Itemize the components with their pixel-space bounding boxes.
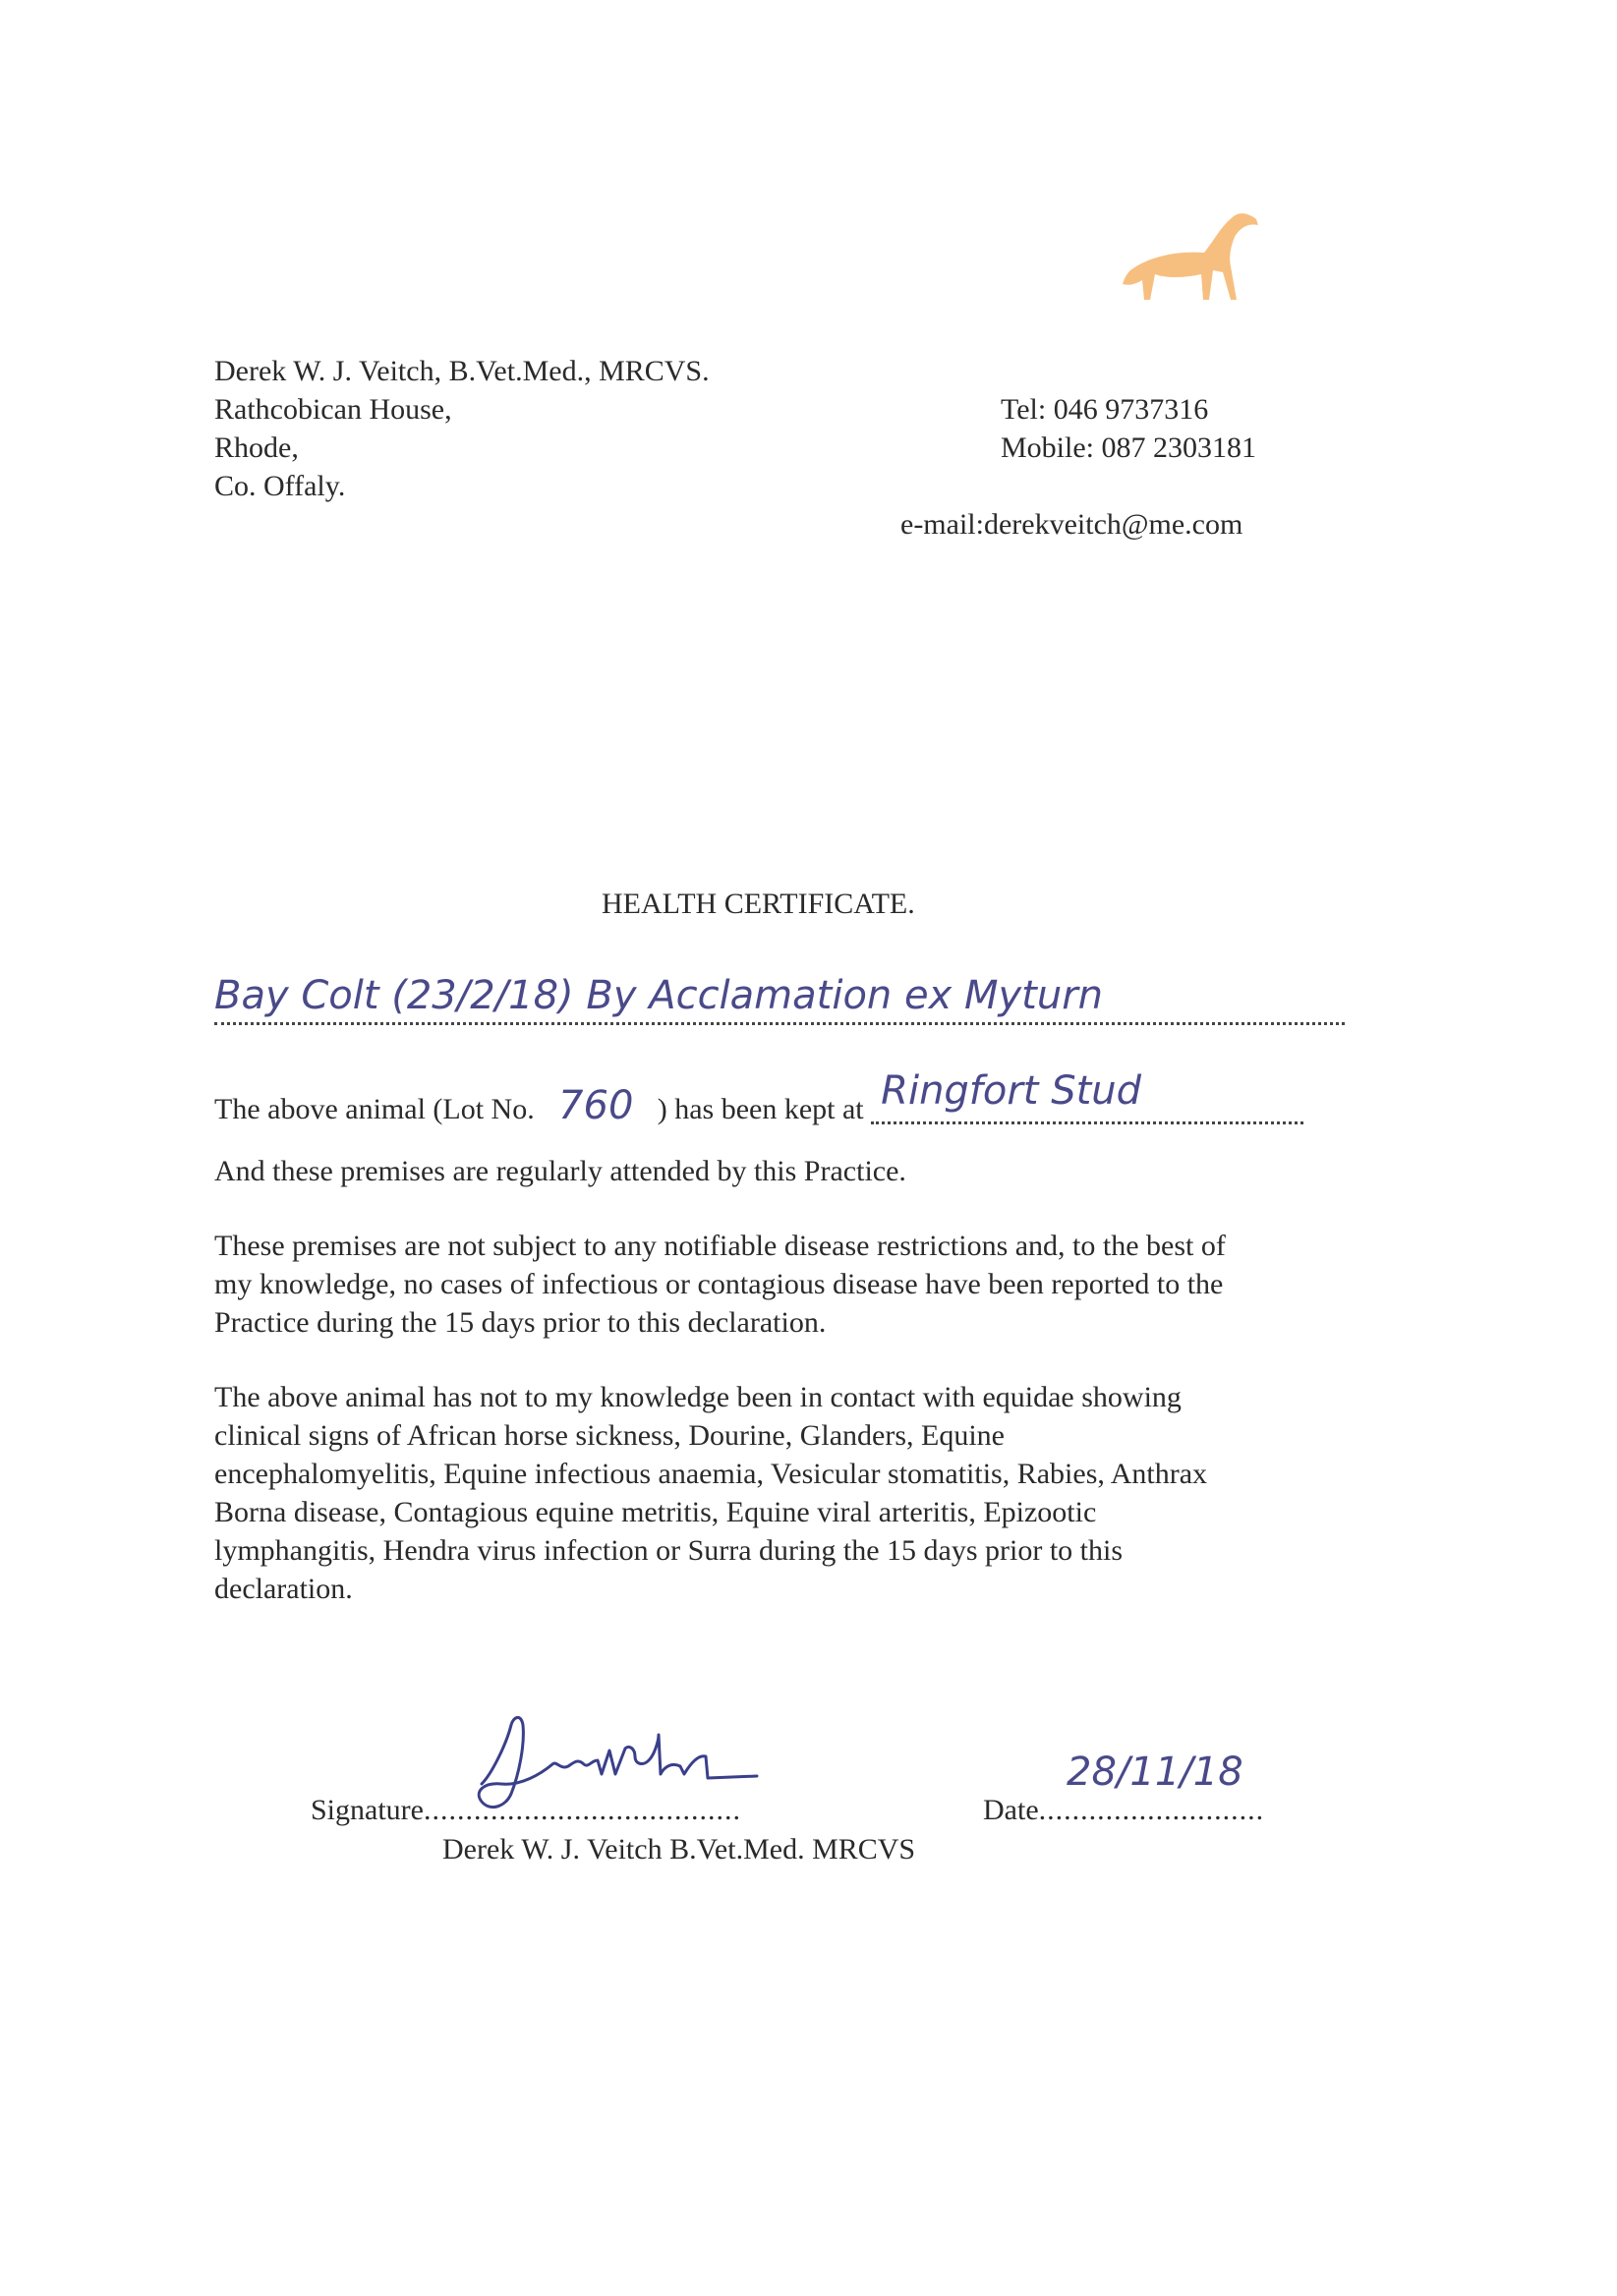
horse-logo-icon [1111,201,1268,310]
kept-prefix: The above animal (Lot No. [214,1093,535,1125]
paragraph-line: Practice during the 15 days prior to this declaration. [214,1306,827,1339]
paragraph-contact-declaration [214,1378,1364,1608]
date-dots: ........................... [1038,1794,1265,1826]
date-line [983,1791,1264,1829]
paragraph-line: clinical signs of African horse sickness, Dourine, Glanders, Equine [214,1419,1005,1452]
signature-label: Signature [311,1794,424,1826]
paragraph-disease-restrictions [214,1227,1364,1342]
certificate-title: HEALTH CERTIFICATE. [602,888,915,920]
paragraph-line: The above animal has not to my knowledge been in contact with equidae showing [214,1381,1182,1413]
mobile-number: Mobile: 087 2303181 [1001,431,1256,464]
attended-line: And these premises are regularly attended by this Practice. [214,1155,906,1187]
address-line: Rathcobican House, [214,393,452,426]
letterhead-address [214,352,710,505]
signature-dots: ...................................... [423,1794,741,1826]
signature-line [311,1791,741,1829]
date-label: Date [983,1794,1039,1826]
address-line: Rhode, [214,431,299,464]
paragraph-line: encephalomyelitis, Equine infectious anaemia, Vesicular stomatitis, Rabies, Anthrax [214,1458,1208,1490]
signer-name: Derek W. J. Veitch B.Vet.Med. MRCVS [442,1833,916,1866]
email-address: e-mail:derekveitch@me.com [900,508,1243,541]
paragraph-line: lymphangitis, Hendra virus infection or Surra during the 15 days prior to this [214,1534,1124,1567]
paragraph-line: my knowledge, no cases of infectious or contagious disease have been reported to the [214,1268,1224,1300]
lot-number-handwritten: 760 [558,1083,634,1128]
address-line: Co. Offaly. [214,470,346,502]
paragraph-line: These premises are not subject to any notifiable disease restrictions and, to the best of [214,1230,1226,1262]
animal-description-handwritten: Bay Colt (23/2/18) By Acclamation ex Myturn [214,973,1104,1018]
address-line: Derek W. J. Veitch, B.Vet.Med., MRCVS. [214,355,710,387]
date-handwritten: 28/11/18 [1067,1750,1243,1795]
paragraph-line: Borna disease, Contagious equine metritis, Equine viral arteritis, Epizootic [214,1496,1097,1528]
animal-description-line [214,973,1345,1025]
kept-at-line [214,1068,1345,1128]
paragraph-line: declaration. [214,1573,353,1605]
tel-number: Tel: 046 9737316 [1001,393,1209,426]
premises-handwritten: Ringfort Stud [881,1068,1142,1114]
kept-middle: ) has been kept at [657,1093,864,1125]
contact-phones [1001,390,1256,467]
